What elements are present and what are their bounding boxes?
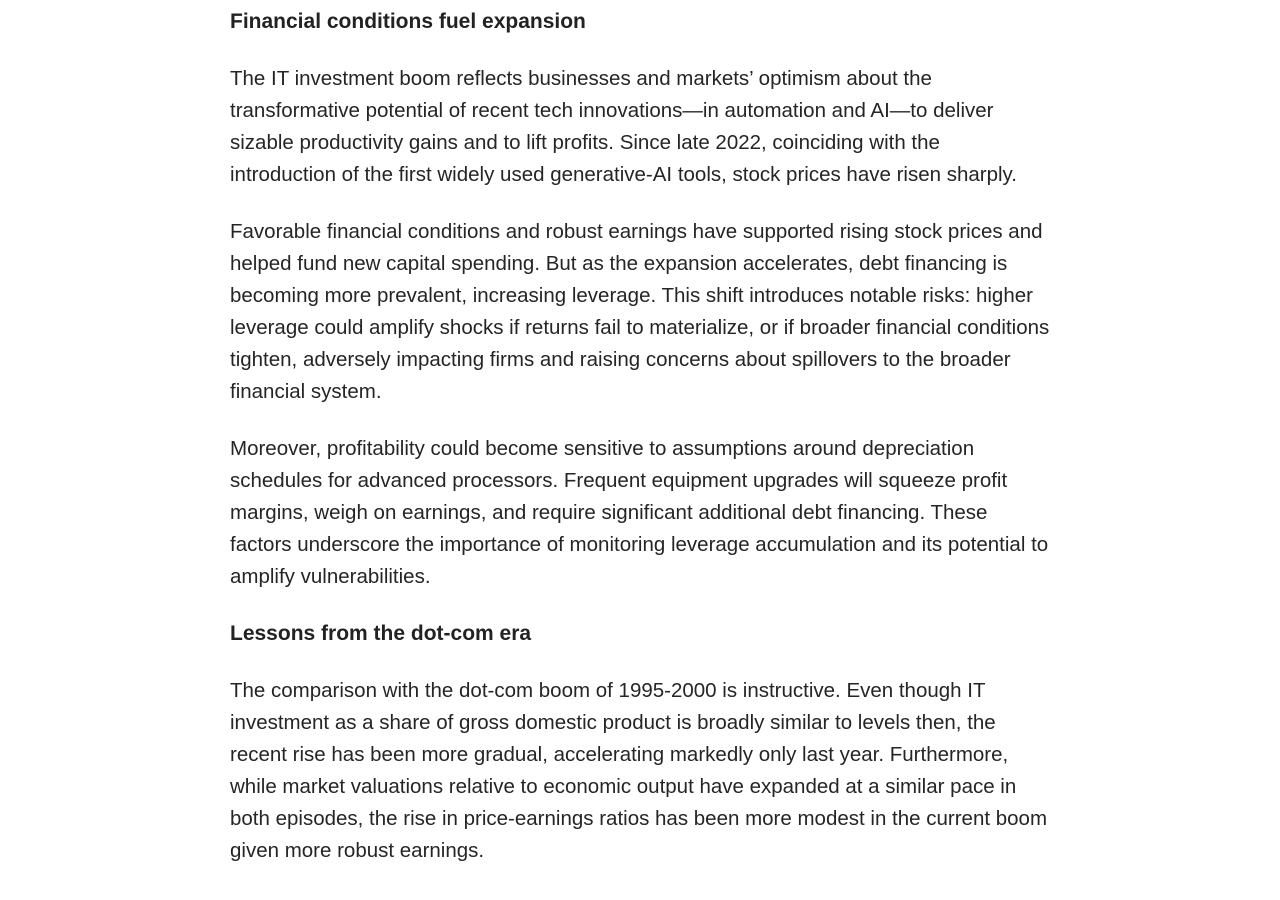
article-body [230, 0, 1050, 867]
paragraph-dot-com-comparison: The comparison with the dot-com boom of 1995-2000 is instructive. Even though IT investment as a share of gross domestic product is broadly similar to levels then, the recent rise has been more gradual, accelerating markedly only last year. Furthermore, while market valuations relative to economic output have expanded at a similar pace in both episodes, the rise in price-earnings ratios has been more modest in the current boom given more robust earnings. [230, 679, 1048, 862]
paragraph-it-investment-boom: The IT investment boom reflects businesses and markets’ optimism about the transformative potential of recent tech innovations—in automation and AI—to deliver sizable productivity gains and to lift profits. Since late 2022, coinciding with the introduction of the first widely used generative-AI tools, stock prices have risen sharply. [230, 67, 1017, 186]
section-heading-financial-conditions: Financial conditions fuel expansion [230, 10, 586, 33]
section-heading-dot-com-lessons: Lessons from the dot-com era [230, 622, 532, 645]
paragraph-favorable-financial-conditions: Favorable financial conditions and robust earnings have supported rising stock prices and helped fund new capital spending. But as the expansion accelerates, debt financing is becoming more prevalent, increasing leverage. This shift introduces notable risks: higher leverage could amplify shocks if returns fail to materialize, or if broader financial conditions tighten, adversely impacting firms and raising concerns about spillovers to the broader financial system. [230, 220, 1050, 403]
paragraph-profitability-depreciation: Moreover, profitability could become sensitive to assumptions around depreciation schedules for advanced processors. Frequent equipment upgrades will squeeze profit margins, weigh on earnings, and require significant additional debt financing. These factors underscore the importance of monitoring leverage accumulation and its potential to amplify vulnerabilities. [230, 437, 1049, 588]
